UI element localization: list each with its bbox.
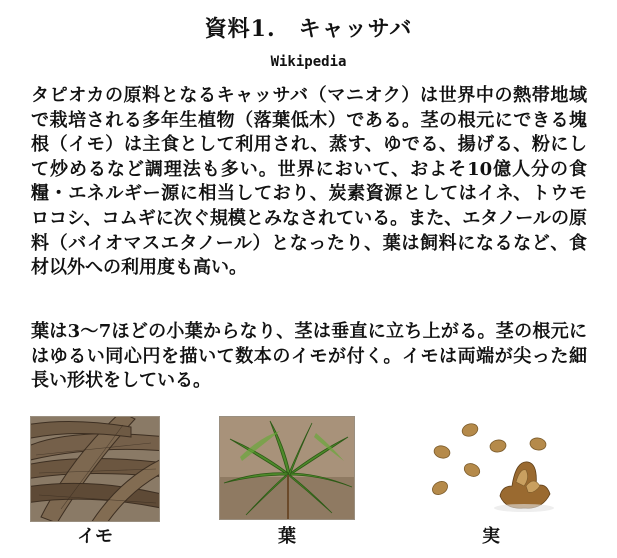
cassava-leaf-photo xyxy=(219,416,355,520)
figure-root-caption: イモ xyxy=(77,526,113,547)
figure-seed-caption: 実 xyxy=(482,526,500,547)
figure-leaf-caption: 葉 xyxy=(278,526,296,547)
figure-leaf xyxy=(219,416,355,556)
cassava-seed-photo xyxy=(412,416,570,522)
source-label: Wikipedia xyxy=(270,54,347,70)
page-title: 資料1. キャッサバ xyxy=(204,16,413,42)
cassava-root-photo xyxy=(30,416,160,522)
figure-seed xyxy=(412,416,570,556)
description-paragraph-1: タピオカの原料となるキャッサバ（マニオク）は世界中の熱帯地域で栽培される多年生植物（落葉低木）である。茎の根元にできる塊根（イモ）は主食として利用され、蒸す、ゆでる、揚げる、粉にして炒めるなど調理法も多い。世界において、およそ10億人分の食糧・エネルギー源に相当しており、炭素資源としてはイネ、トウモロコシ、コムギに次ぐ規模とみなされている。また、エタノールの原料（バイオマスエタノール）となったり、葉は飼料になるなど、食材以外への利用度も高い。 xyxy=(31,85,587,279)
description-paragraph-2: 葉は3～7ほどの小葉からなり、茎は垂直に立ち上がる。茎の根元にはゆるい同心円を描いて数本のイモが付く。イモは両端が尖った細長い形状をしている。 xyxy=(31,321,587,392)
figure-root xyxy=(30,416,160,556)
